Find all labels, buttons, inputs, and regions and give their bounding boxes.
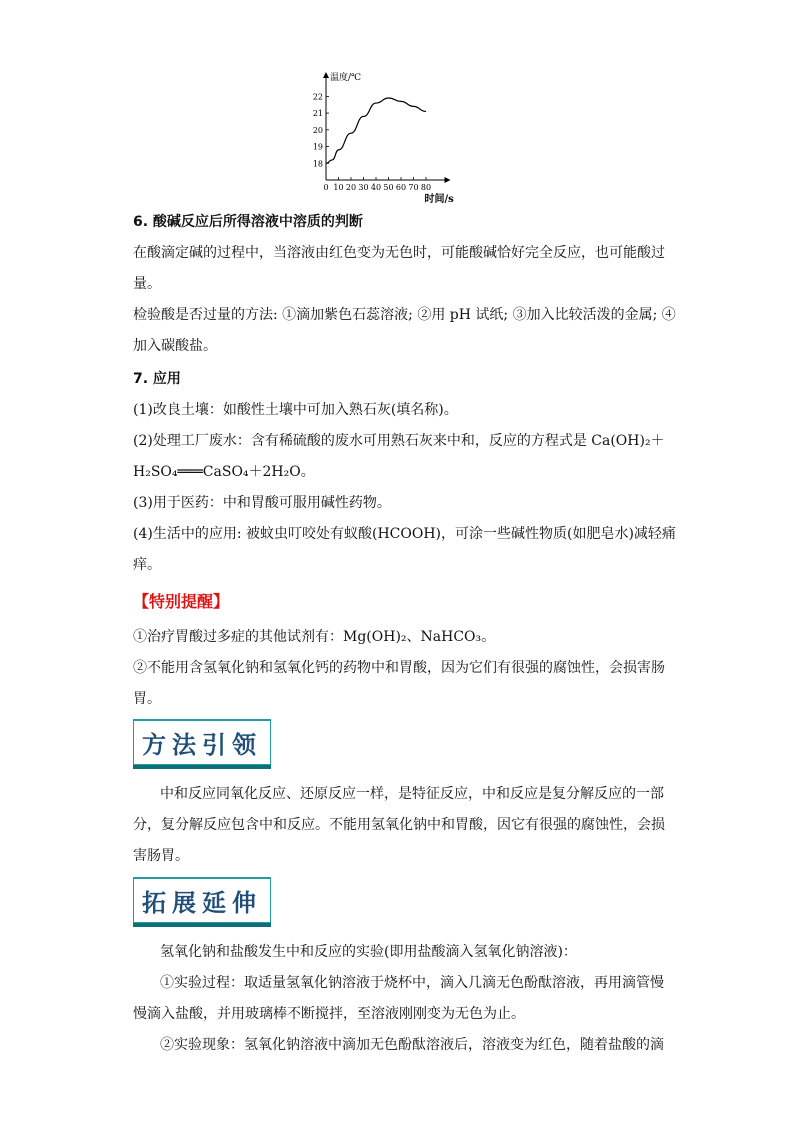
reminder-item1: ①治疗胃酸过多症的其他试剂有：Mg(OH)₂、NaHCO₃。 (133, 629, 496, 645)
method-banner (133, 719, 271, 769)
x-tick-label: 40 (370, 183, 382, 192)
reminder-item2-line1: ②不能用含氢氧化钠和氢氧化钙的药物中和胃酸，因为它们有很强的腐蚀性，会损害肠 (133, 660, 665, 676)
extend-line1: 氢氧化钠和盐酸发生中和反应的实验(即用盐酸滴入氢氧化钠溶液)： (160, 944, 577, 960)
section7-item1: (1)改良土壤：如酸性土壤中可加入熟石灰(填名称)。 (133, 402, 458, 418)
extend-line3: 慢滴入盐酸，并用玻璃棒不断搅拌，至溶液刚刚变为无色为止。 (133, 1006, 525, 1022)
section7-title: 7. 应用 (133, 371, 181, 387)
x-axis-label: 时间/s (424, 194, 454, 205)
y-tick-label: 22 (312, 92, 323, 102)
temperature-curve (326, 98, 426, 163)
x-tick-label: 60 (395, 183, 407, 192)
method-line2: 分，复分解反应包含中和反应。不能用氢氧化钠中和胃酸，因它有很强的腐蚀性，会损 (133, 817, 665, 833)
y-tick-label: 18 (312, 159, 323, 169)
reminder-item2-line2: 胃。 (133, 691, 161, 707)
section7-item2-line1: (2)处理工厂废水：含有稀硫酸的废水可用熟石灰来中和，反应的方程式是 Ca(OH)₂＋ (133, 433, 665, 449)
x-tick-label: 30 (358, 183, 369, 192)
section6-para2-line1: 检验酸是否过量的方法: ①滴加紫色石蕊溶液; ②用 pH 试纸; ③加入比较活泼的金属; ④ (133, 307, 676, 323)
x-tick-label: 50 (383, 183, 394, 192)
y-tick-label: 19 (312, 142, 323, 152)
extend-banner-label: 拓展延伸 (134, 879, 270, 922)
section7-item4-line2: 痒。 (133, 557, 161, 573)
x-tick-label: 70 (408, 183, 419, 192)
x-tick-label: 80 (420, 183, 432, 192)
x-tick-label: 0 (323, 183, 329, 192)
section7-item4-line1: (4)生活中的应用: 被蚊虫叮咬处有蚁酸(HCOOH)，可涂一些碱性物质(如肥皂水)减轻痛 (133, 526, 676, 542)
section6-para2-line2: 加入碳酸盐。 (133, 338, 217, 354)
x-tick-label: 20 (345, 183, 357, 192)
extend-line2: ①实验过程：取适量氢氧化钠溶液于烧杯中，滴入几滴无色酚酞溶液，再用滴管慢 (160, 975, 664, 991)
extend-banner (133, 877, 271, 927)
method-banner-label: 方法引领 (134, 721, 270, 764)
section7-item3: (3)用于医药：中和胃酸可服用碱性药物。 (133, 495, 391, 511)
y-tick-label: 20 (312, 125, 323, 135)
x-tick-label: 10 (333, 183, 344, 192)
y-axis-arrow (323, 72, 329, 78)
method-line1: 中和反应同氧化反应、还原反应一样，是特征反应，中和反应是复分解反应的一部 (160, 786, 664, 802)
reminder-title: 【特别提醒】 (133, 592, 230, 611)
extend-line4: ②实验现象：氢氧化钠溶液中滴加无色酚酞溶液后，溶液变为红色，随着盐酸的滴 (160, 1037, 664, 1053)
x-axis-arrow (445, 177, 451, 183)
section7-item2-line2: H₂SO₄═══CaSO₄＋2H₂O。 (133, 464, 315, 480)
section6-title: 6. 酸碱反应后所得溶液中溶质的判断 (133, 214, 363, 230)
method-line3: 害肠胃。 (133, 848, 189, 864)
section6-para1-line1: 在酸滴定碱的过程中，当溶液由红色变为无色时，可能酸碱恰好完全反应，也可能酸过 (133, 245, 665, 261)
y-axis-label: 温度/℃ (330, 73, 362, 83)
temperature-time-chart (308, 70, 478, 210)
section6-para1-line2: 量。 (133, 276, 161, 292)
y-tick-label: 21 (312, 109, 323, 119)
